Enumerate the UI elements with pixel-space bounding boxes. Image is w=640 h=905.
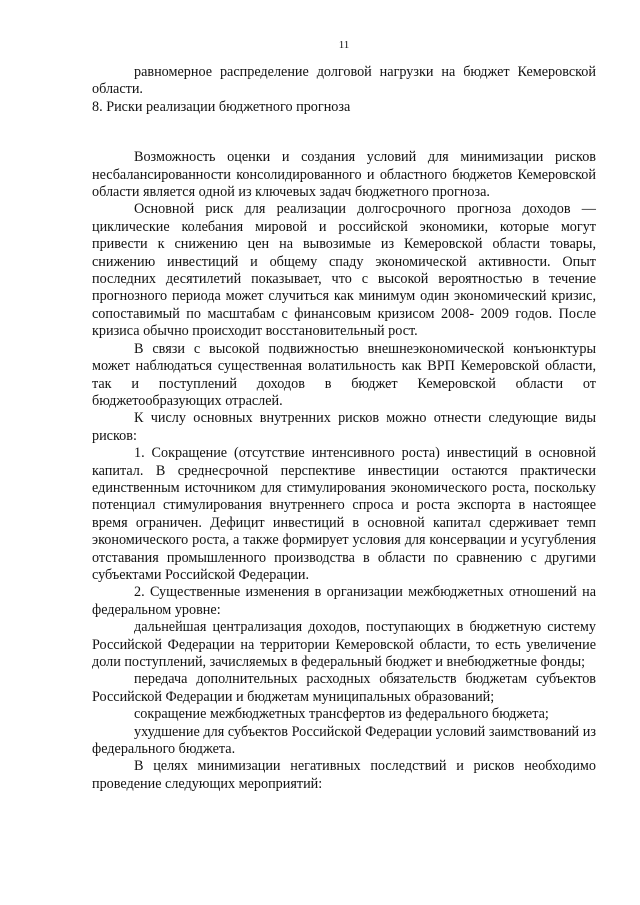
paragraph-9: сокращение межбюджетных трансфертов из федерального бюджета; <box>134 706 549 723</box>
page-number: 11 <box>338 39 350 51</box>
paragraph-5: 1. Сокращение (отсутствие интенсивного роста) инвестиций в основной капитал. В среднесрочной перспективе инвестиции остаются практически единственным источником для стимулирования экономического роста, поскольку потенциал стимулирования внутреннего спроса и роста экспорта в настоящее время ограничен. Дефицит инвестиций в основной капитал сдерживает темп экономического роста, а также формирует условия для консервации и усугубления отставания промышленного производства в области по сравнению с другими субъектами Российской Федерации. <box>92 445 596 583</box>
paragraph-10: ухудшение для субъектов Российской Федерации условий заимствований из федерального бюджета. <box>92 723 596 758</box>
paragraph-8: передача дополнительных расходных обязательств бюджетам субъектов Российской Федерации и бюджетам муниципальных образований; <box>92 671 596 705</box>
paragraph-11: В целях минимизации негативных последствий и рисков необходимо проведение следующих мероприятий: <box>92 758 596 792</box>
paragraph-2: Основной риск для реализации долгосрочного прогноза доходов — циклические колебания мировой и российской экономики, которые могут привести к снижению цен на вывозимые из Кемеровской области товары, снижению инвестиций и общему спаду экономической активности. Опыт последних десятилетий показывает, что с высокой вероятностью в течение прогнозного периода может случиться как минимум один экономический кризис, сопоставимый по масштабам с финансовым кризисом 2008- 2009 годов. После кризиса обычно происходит восстановительный рост. <box>92 201 596 340</box>
section-heading: 8. Риски реализации бюджетного прогноза <box>92 98 351 115</box>
paragraph-3: В связи с высокой подвижностью внешнеэкономической конъюнктуры может наблюдаться существенная волатильность как ВРП Кемеровской области, так и поступлений доходов в бюджет Кемеровской области от бюджетообразующих отраслей. <box>92 340 596 409</box>
paragraph-1: Возможность оценки и создания условий для минимизации рисков несбалансированности консолидированного и областного бюджетов Кемеровской области является одной из ключевых задач бюджетного прогноза. <box>92 149 596 201</box>
paragraph-7: дальнейшая централизация доходов, поступающих в бюджетную систему Российской Федерации на территории Кемеровской области, то есть увеличение доли поступлений, зачисляемых в федеральный бюджет и внебюджетные фонды; <box>92 619 596 670</box>
continuation-paragraph: равномерное распределение долговой нагрузки на бюджет Кемеровской области. <box>92 64 596 98</box>
paragraph-4: К числу основных внутренних рисков можно отнести следующие виды рисков: <box>92 410 596 444</box>
paragraph-6: 2. Существенные изменения в организации межбюджетных отношений на федеральном уровне: <box>92 584 596 618</box>
